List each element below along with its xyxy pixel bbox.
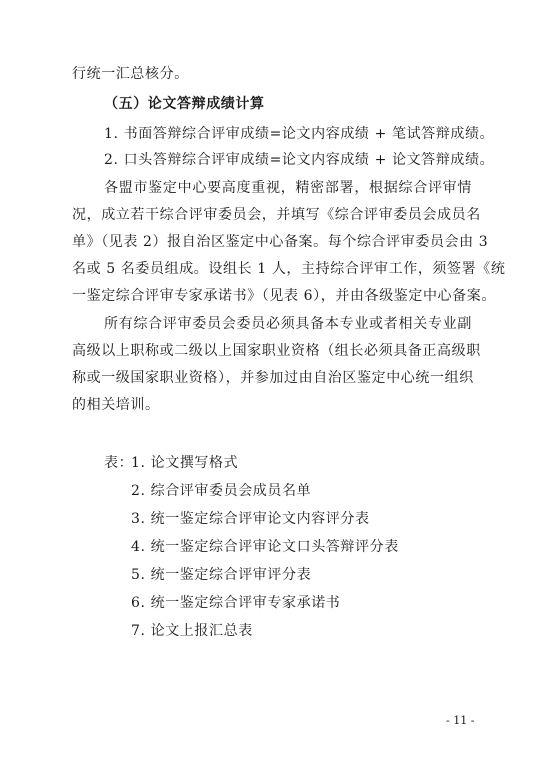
- paragraph2-line-2: 高级以上职称或二级以上国家职业资格（组长必须具备正高级职: [72, 343, 481, 359]
- attachment-item-5: 5. 统一鉴定综合评审评分表: [131, 567, 312, 583]
- formula-item-1: 1. 书面答辩综合评审成绩=论文内容成绩 + 笔试答辩成绩。: [104, 126, 495, 142]
- attachment-item-7: 7. 论文上报汇总表: [131, 623, 253, 639]
- attachment-item-4: 4. 统一鉴定综合评审论文口头答辩评分表: [131, 539, 399, 555]
- attachment-item-6: 6. 统一鉴定综合评审专家承诺书: [131, 595, 341, 611]
- paragraph1-line-5: 一鉴定综合评审专家承诺书》（见表 6），并由各级鉴定中心备案。: [72, 288, 496, 304]
- paragraph1-line-2: 况，成立若干综合评审委员会，并填写《综合评审委员会成员名: [72, 207, 481, 223]
- section-heading: （五）论文答辩成绩计算: [104, 96, 265, 112]
- page-number: - 11 -: [446, 714, 475, 727]
- attachments-label: 表：: [104, 455, 134, 471]
- attachment-item-1: 1. 论文撰写格式: [131, 455, 239, 471]
- paragraph2-line-4: 的相关培训。: [72, 397, 160, 413]
- attachment-item-2: 2. 综合评审委员会成员名单: [131, 483, 312, 499]
- attachment-item-3: 3. 统一鉴定综合评审论文内容评分表: [131, 511, 370, 527]
- continuation-line: 行统一汇总核分。: [72, 66, 189, 82]
- paragraph1-line-1: 各盟市鉴定中心要高度重视，精密部署，根据综合评审情: [104, 180, 472, 196]
- formula-item-2: 2. 口头答辩综合评审成绩=论文内容成绩 + 论文答辩成绩。: [104, 152, 495, 168]
- paragraph1-line-4: 名或 5 名委员组成。设组长 1 人，主持综合评审工作，须签署《统: [72, 261, 506, 277]
- paragraph2-line-3: 称或一级国家职业资格），并参加过由自治区鉴定中心统一组织: [72, 370, 474, 386]
- paragraph1-line-3: 单》（见表 2）报自治区鉴定中心备案。每个综合评审委员会由 3: [72, 234, 489, 250]
- paragraph2-line-1: 所有综合评审委员会委员必须具备本专业或者相关专业副: [104, 316, 472, 332]
